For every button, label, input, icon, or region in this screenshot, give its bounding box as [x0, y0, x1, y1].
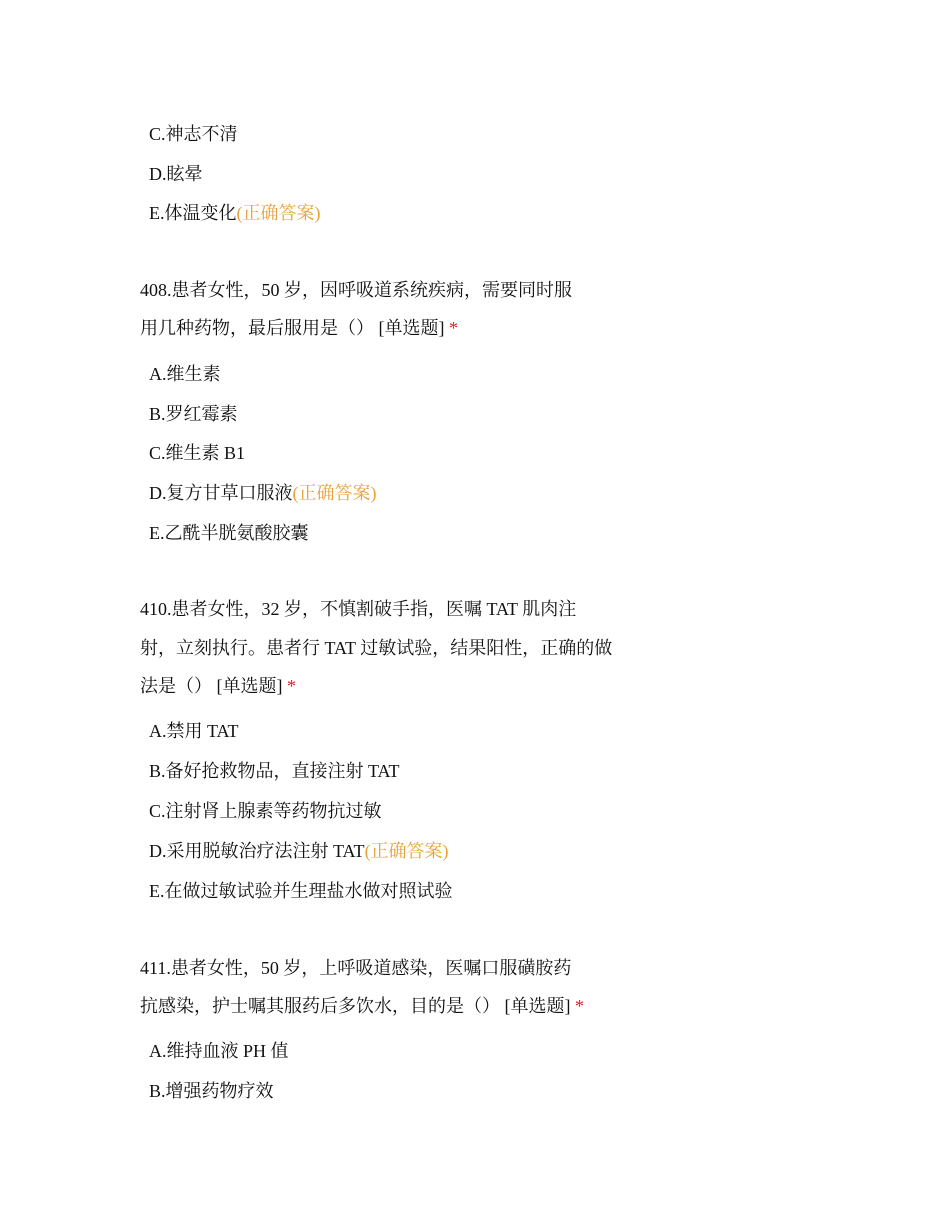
question-text: 抗感染，护士嘱其服药后多饮水，目的是（） [单选题]: [140, 996, 575, 1016]
question-410-line-2: [140, 636, 612, 660]
required-marker: *: [287, 676, 296, 696]
option-text: B.增强药物疗效: [149, 1081, 274, 1101]
question-410-line-3: [140, 674, 296, 698]
option-text: C.维生素 B1: [149, 443, 246, 463]
option-text: C.注射肾上腺素等药物抗过敏: [149, 801, 382, 821]
option-c: [149, 441, 245, 465]
required-marker: *: [449, 318, 458, 338]
correct-answer-tag: (正确答案): [292, 483, 377, 503]
option-b: [149, 759, 400, 783]
option-d: [149, 162, 203, 186]
option-b: [149, 1079, 274, 1103]
option-c: [149, 799, 382, 823]
option-d-correct: [149, 839, 449, 863]
option-a: [149, 719, 239, 743]
correct-answer-tag: (正确答案): [236, 203, 321, 223]
option-text: A.维持血液 PH 值: [149, 1041, 289, 1061]
question-411-line-2: [140, 994, 584, 1018]
option-c: [149, 122, 238, 146]
required-marker: *: [575, 996, 584, 1016]
question-text: 408.患者女性，50 岁，因呼吸道系统疾病，需要同时服: [140, 280, 572, 300]
correct-answer-tag: (正确答案): [364, 841, 449, 861]
option-text: E.乙酰半胱氨酸胶囊: [149, 523, 309, 543]
question-411-line-1: [140, 956, 571, 980]
option-b: [149, 402, 238, 426]
question-408-line-1: [140, 278, 572, 302]
option-e: [149, 521, 309, 545]
question-text: 射，立刻执行。患者行 TAT 过敏试验，结果阳性，正确的做: [140, 638, 613, 658]
option-text: A.禁用 TAT: [149, 721, 239, 741]
option-text: D.复方甘草口服液: [149, 483, 293, 503]
question-408-line-2: [140, 316, 458, 340]
option-text: D.采用脱敏治疗法注射 TAT: [149, 841, 365, 861]
question-text: 用几种药物，最后服用是（） [单选题]: [140, 318, 449, 338]
option-text: B.罗红霉素: [149, 404, 238, 424]
option-d-correct: [149, 481, 377, 505]
option-text: D.眩晕: [149, 164, 203, 184]
option-e-correct: [149, 201, 321, 225]
option-e: [149, 879, 453, 903]
question-text: 410.患者女性，32 岁，不慎割破手指，医嘱 TAT 肌肉注: [140, 599, 577, 619]
question-text: 法是（） [单选题]: [140, 676, 287, 696]
option-text: C.神志不清: [149, 124, 238, 144]
option-a: [149, 362, 221, 386]
option-text: E.在做过敏试验并生理盐水做对照试验: [149, 881, 453, 901]
option-a: [149, 1039, 289, 1063]
option-text: A.维生素: [149, 364, 221, 384]
question-text: 411.患者女性，50 岁，上呼吸道感染，医嘱口服磺胺药: [140, 958, 572, 978]
question-410-line-1: [140, 597, 576, 621]
option-text: B.备好抢救物品，直接注射 TAT: [149, 761, 400, 781]
option-text: E.体温变化: [149, 203, 237, 223]
